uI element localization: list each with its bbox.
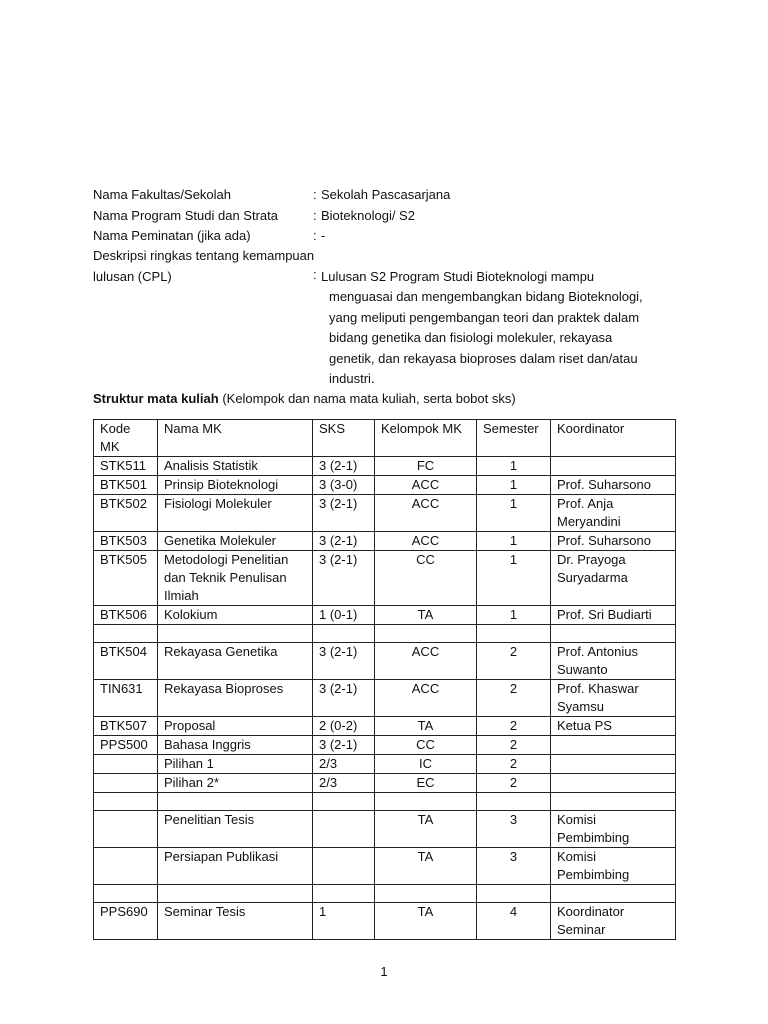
- info-value: Sekolah Pascasarjana: [321, 187, 451, 202]
- info-block: [93, 185, 693, 247]
- cell-koordinator: Dr. Prayoga Suryadarma: [551, 551, 676, 606]
- cell-semester: 2: [477, 680, 551, 717]
- cell-nama: [158, 625, 313, 643]
- cell-kelompok: [375, 793, 477, 811]
- cell-nama: Kolokium: [158, 606, 313, 625]
- struktur-heading-rest: (Kelompok dan nama mata kuliah, serta bobot sks): [218, 391, 516, 406]
- cpl-description: [321, 267, 681, 390]
- cell-nama: Pilihan 1: [158, 755, 313, 774]
- cell-semester: 1: [477, 495, 551, 532]
- info-row-fakultas: [93, 185, 693, 206]
- cpl-text-line: genetik, dan rekayasa bioproses dalam riset dan/atau: [329, 350, 638, 366]
- cell-semester: [477, 793, 551, 811]
- table-row: [94, 903, 676, 940]
- cell-kode: BTK502: [94, 495, 158, 532]
- table-row: [94, 811, 676, 848]
- cell-kode: [94, 811, 158, 848]
- cell-nama: Bahasa Inggris: [158, 736, 313, 755]
- cell-koordinator: Komisi Pembimbing: [551, 811, 676, 848]
- cell-sks: 3 (2-1): [313, 532, 375, 551]
- cell-nama: Prinsip Bioteknologi: [158, 476, 313, 495]
- cell-kelompok: ACC: [375, 495, 477, 532]
- cell-sks: 2/3: [313, 755, 375, 774]
- cell-semester: 1: [477, 551, 551, 606]
- info-row-program-studi: [93, 206, 693, 227]
- cell-kode: BTK506: [94, 606, 158, 625]
- cell-koordinator: Prof. Suharsono: [551, 532, 676, 551]
- header-nama: Nama MK: [158, 420, 313, 457]
- cell-koordinator: [551, 755, 676, 774]
- cell-kelompok: FC: [375, 457, 477, 476]
- cell-nama: Analisis Statistik: [158, 457, 313, 476]
- cell-sks: 3 (2-1): [313, 457, 375, 476]
- cell-nama: [158, 885, 313, 903]
- cell-sks: 1 (0-1): [313, 606, 375, 625]
- cell-nama: [158, 793, 313, 811]
- cpl-text-line: bidang genetika dan fisiologi molekuler, rekayasa: [329, 330, 613, 345]
- cell-koordinator: [551, 885, 676, 903]
- info-colon: :: [313, 207, 317, 223]
- cell-kelompok: TA: [375, 903, 477, 940]
- header-semester: Semester: [477, 420, 551, 457]
- cell-semester: 2: [477, 736, 551, 755]
- cell-sks: [313, 793, 375, 811]
- cell-kode: BTK501: [94, 476, 158, 495]
- cell-semester: 2: [477, 755, 551, 774]
- cell-kode: [94, 755, 158, 774]
- table-row: [94, 680, 676, 717]
- header-sks: SKS: [313, 420, 375, 457]
- cell-sks: 3 (2-1): [313, 495, 375, 532]
- table-row: [94, 495, 676, 532]
- cell-kode: BTK503: [94, 532, 158, 551]
- cell-kode: [94, 848, 158, 885]
- table-row: [94, 736, 676, 755]
- table-row: [94, 457, 676, 476]
- cpl-text-line: menguasai dan mengembangkan bidang Bioteknologi,: [329, 289, 643, 304]
- cell-kode: BTK507: [94, 717, 158, 736]
- cell-sks: [313, 625, 375, 643]
- cell-koordinator: [551, 793, 676, 811]
- cell-sks: 1: [313, 903, 375, 940]
- cpl-colon: :: [313, 266, 317, 282]
- cell-sks: 3 (3-0): [313, 476, 375, 495]
- cell-sks: 3 (2-1): [313, 680, 375, 717]
- cell-kode: [94, 625, 158, 643]
- table-row: [94, 532, 676, 551]
- cpl-row: [93, 266, 693, 386]
- cell-koordinator: [551, 625, 676, 643]
- info-value: -: [321, 228, 326, 243]
- cell-kelompok: TA: [375, 811, 477, 848]
- cell-nama: Fisiologi Molekuler: [158, 495, 313, 532]
- struktur-heading-bold: Struktur mata kuliah: [93, 391, 219, 406]
- info-value: Bioteknologi/ S2: [321, 207, 415, 223]
- cpl-text-line: Lulusan S2 Program Studi Bioteknologi mampu: [321, 268, 595, 284]
- cell-koordinator: Ketua PS: [551, 717, 676, 736]
- cell-kode: TIN631: [94, 680, 158, 717]
- cell-koordinator: [551, 774, 676, 793]
- cpl-text-line: industri.: [329, 371, 375, 386]
- cell-nama: Rekayasa Genetika: [158, 643, 313, 680]
- cell-semester: [477, 885, 551, 903]
- cell-koordinator: Koordinator Seminar: [551, 903, 676, 940]
- cell-kode: BTK504: [94, 643, 158, 680]
- table-header-row: [94, 420, 676, 457]
- cell-semester: 2: [477, 774, 551, 793]
- table-row: [94, 551, 676, 606]
- cell-koordinator: Komisi Pembimbing: [551, 848, 676, 885]
- cell-sks: 3 (2-1): [313, 643, 375, 680]
- cell-kelompok: CC: [375, 736, 477, 755]
- page-number: 1: [380, 964, 388, 979]
- info-colon: :: [313, 187, 317, 202]
- info-row-peminatan: [93, 226, 693, 247]
- cell-sks: [313, 848, 375, 885]
- table-row: [94, 606, 676, 625]
- header-kelompok: Kelompok MK: [375, 420, 477, 457]
- cell-kode: PPS690: [94, 903, 158, 940]
- cell-koordinator: Prof. Khaswar Syamsu: [551, 680, 676, 717]
- cpl-label-line-2: lulusan (CPL): [93, 268, 172, 284]
- cell-sks: [313, 885, 375, 903]
- cell-kelompok: ACC: [375, 476, 477, 495]
- course-table: [93, 419, 676, 940]
- cell-semester: 3: [477, 848, 551, 885]
- header-kode: Kode MK: [94, 420, 158, 457]
- cell-kode: [94, 885, 158, 903]
- cell-semester: [477, 625, 551, 643]
- cell-nama: Genetika Molekuler: [158, 532, 313, 551]
- cell-sks: 3 (2-1): [313, 551, 375, 606]
- cell-kelompok: ACC: [375, 532, 477, 551]
- cell-semester: 1: [477, 532, 551, 551]
- cell-kelompok: TA: [375, 606, 477, 625]
- cell-koordinator: Prof. Antonius Suwanto: [551, 643, 676, 680]
- cell-kode: [94, 774, 158, 793]
- cell-semester: 1: [477, 606, 551, 625]
- cell-kelompok: EC: [375, 774, 477, 793]
- cell-kode: PPS500: [94, 736, 158, 755]
- cell-koordinator: [551, 457, 676, 476]
- table-row: [94, 625, 676, 643]
- info-label: Nama Program Studi dan Strata: [93, 207, 278, 223]
- cell-kelompok: [375, 885, 477, 903]
- cell-kelompok: CC: [375, 551, 477, 606]
- cell-kelompok: IC: [375, 755, 477, 774]
- info-label: Nama Fakultas/Sekolah: [93, 187, 232, 202]
- cell-semester: 4: [477, 903, 551, 940]
- cell-nama: Proposal: [158, 717, 313, 736]
- info-label: Nama Peminatan (jika ada): [93, 228, 251, 243]
- cell-semester: 2: [477, 643, 551, 680]
- header-koordinator: Koordinator: [551, 420, 676, 457]
- cpl-text-line: yang meliputi pengembangan teori dan praktek dalam: [329, 309, 640, 325]
- cell-kelompok: TA: [375, 717, 477, 736]
- cpl-block: [93, 246, 693, 386]
- cell-kelompok: ACC: [375, 643, 477, 680]
- table-row: [94, 774, 676, 793]
- cell-semester: 1: [477, 476, 551, 495]
- cell-nama: Metodologi Penelitian dan Teknik Penulisan Ilmiah: [158, 551, 313, 606]
- cell-nama: Persiapan Publikasi: [158, 848, 313, 885]
- table-row: [94, 848, 676, 885]
- cell-semester: 2: [477, 717, 551, 736]
- cell-sks: [313, 811, 375, 848]
- cell-koordinator: Prof. Sri Budiarti: [551, 606, 676, 625]
- cell-kode: STK511: [94, 457, 158, 476]
- cell-sks: 3 (2-1): [313, 736, 375, 755]
- cell-kode: [94, 793, 158, 811]
- table-row: [94, 885, 676, 903]
- cell-nama: Pilihan 2*: [158, 774, 313, 793]
- table-row: [94, 793, 676, 811]
- table-row: [94, 717, 676, 736]
- cell-koordinator: Prof. Anja Meryandini: [551, 495, 676, 532]
- table-row: [94, 476, 676, 495]
- cell-koordinator: [551, 736, 676, 755]
- struktur-heading: [93, 389, 516, 409]
- table-row: [94, 755, 676, 774]
- info-colon: :: [313, 228, 317, 243]
- cell-semester: 1: [477, 457, 551, 476]
- cell-kelompok: TA: [375, 848, 477, 885]
- cell-nama: Rekayasa Bioproses: [158, 680, 313, 717]
- cell-kode: BTK505: [94, 551, 158, 606]
- cpl-label-line-1: Deskripsi ringkas tentang kemampuan: [93, 248, 315, 263]
- cell-semester: 3: [477, 811, 551, 848]
- cell-kelompok: ACC: [375, 680, 477, 717]
- cell-sks: 2 (0-2): [313, 717, 375, 736]
- cell-sks: 2/3: [313, 774, 375, 793]
- cell-nama: Penelitian Tesis: [158, 811, 313, 848]
- cell-kelompok: [375, 625, 477, 643]
- cell-koordinator: Prof. Suharsono: [551, 476, 676, 495]
- table-row: [94, 643, 676, 680]
- cell-nama: Seminar Tesis: [158, 903, 313, 940]
